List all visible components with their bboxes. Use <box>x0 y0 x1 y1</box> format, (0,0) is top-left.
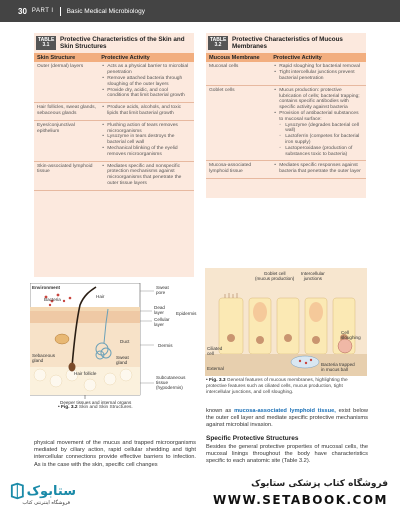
label-sweat-gland: Sweat gland <box>116 355 129 365</box>
table-row <box>34 162 194 191</box>
key-term: mucosa-associated lymphoid tissue, <box>234 408 336 414</box>
label-goblet-cell: Goblet cell (mucus production) <box>255 271 295 281</box>
row-structure: Goblet cells <box>209 87 235 93</box>
label-environment: Environment <box>32 285 61 290</box>
label-bacteria: Bacteria <box>44 297 61 302</box>
row-structure: Hair follicles, sweat glands, sebaceous glands <box>37 105 96 116</box>
logo-subtitle: فروشگاه اینترنتی کتاب <box>22 500 70 506</box>
label-hair: Hair <box>96 294 105 299</box>
book-logo-icon <box>10 482 25 500</box>
label-hair-follicle: Hair follicle <box>74 371 97 376</box>
activity-subitem: ◦ Lysozyme (degrades bacterial cell wall) <box>273 123 363 135</box>
section-paragraph: Besides the general protective properties of mucosal cells, the mucosal linings throughout the body have characteristics specific to each anatomic site (Table 3.2). <box>206 444 368 465</box>
activity-item: • Mechanical blinking of the eyelid removes microorganisms <box>101 146 191 158</box>
label-bacteria-trapped: Bacteria trapped in mucus ball <box>321 362 355 372</box>
caption-number: • Fig. 3.3 <box>206 378 226 383</box>
table-title: Protective Characteristics of the Skin and Skin Structures <box>60 36 185 51</box>
row-structure: Mucosa-associated lymphoid tissue <box>209 163 252 175</box>
table-title: Protective Characteristics of Mucous Membranes <box>232 36 343 51</box>
label-ciliated-cell: Ciliated cell <box>207 346 223 356</box>
body-text: exist below the outer cell layer and mediate specific protective mechanisms against microbial invasion. <box>206 408 369 429</box>
label-dead-layer: Dead layer <box>154 305 165 315</box>
label-cell-sloughing: Cell sloughing <box>341 330 361 340</box>
label-sweat-pore: Sweat pore <box>156 285 169 295</box>
label-duct: Duct <box>120 339 130 344</box>
part-label: PART I <box>31 8 54 14</box>
figure-3-2-caption <box>58 405 133 411</box>
label-sebaceous-gland: Sebaceous gland <box>32 353 55 363</box>
activity-item: • Acts as a physical barrier to microbial penetration <box>101 64 191 76</box>
caption-text: General features of mucous membranes, highlighting the protective features such as ciliated cells, mucus production, tight intercellular junctions, and cell sloughing. <box>206 378 348 395</box>
label-dermis: Dermis <box>158 343 173 348</box>
label-subcutaneous: Subcutaneous tissue (hypodermis) <box>156 375 186 390</box>
page-number: 30 <box>18 6 27 16</box>
label-external: External <box>207 366 224 371</box>
table-header-row <box>34 53 194 62</box>
activity-item: • Mediates specific responses against bacteria that penetrate the outer layer <box>273 163 363 175</box>
table-body <box>34 62 194 190</box>
activity-subitem: ◦ Lactoperoxidase (production of substances toxic to bacteria) <box>273 146 363 158</box>
table-header-row <box>206 53 366 62</box>
label-deeper-tissues: Deeper tissues and internal organs <box>60 400 132 405</box>
row-activities <box>101 105 194 117</box>
table-row <box>34 103 194 121</box>
row-structure: Skin-associated lymphoid tissue <box>37 163 93 175</box>
column-header: Skin Structure <box>37 54 76 61</box>
logo-text: ستابوک <box>26 483 76 499</box>
column-header: Mucous Membrane <box>209 54 260 61</box>
activity-item: • Lysozyme in tears destroys the bacterial cell wall <box>101 134 191 146</box>
table-title-bar <box>34 33 194 53</box>
row-activities <box>101 123 194 158</box>
body-text: known as <box>206 408 235 414</box>
row-structure: Mucosal cells <box>209 64 239 70</box>
column-header: Protective Activity <box>101 54 150 61</box>
row-activities <box>101 164 194 187</box>
figure-3-2 <box>30 283 216 403</box>
row-activities <box>273 64 366 81</box>
table-body <box>206 62 366 179</box>
mucosa-diagram <box>205 268 367 376</box>
activity-item: • Provision of antibacterial substances to mucosal surface: <box>273 111 363 123</box>
figure-3-3 <box>205 268 367 376</box>
activity-item: • Provide dry, acidic, and cool conditions that limit bacterial growth <box>101 88 191 100</box>
right-paragraph <box>206 408 368 430</box>
activity-item: • Remove attached bacteria through sloughing of the outer layers <box>101 76 191 88</box>
setabook-logo <box>10 482 76 510</box>
row-structure: Eyes/conjunctival epithelium <box>37 122 75 134</box>
activity-item: • Mucus production: protective lubrication of cells; bacterial trapping; contains specific antibodies with specific activity against bacteria <box>273 88 363 111</box>
activity-subitem: ◦ Lactoferrin (competes for bacterial iron supply) <box>273 134 363 146</box>
figure-3-3-caption <box>206 378 368 395</box>
activity-item: • Mediates specific and nonspecific protection mechanisms against microorganisms that penetrate the outer tissue layers <box>101 164 191 187</box>
caption-text: Skin and Skin Structures. <box>78 405 133 410</box>
epidermis-band <box>30 311 140 323</box>
table-row <box>206 62 366 85</box>
left-paragraph: physical movement of the mucus and trapped microorganisms mediated by ciliary action, rapid cellular shedding and tight intercellular connections provide effective barriers to infection. As is the case with the skin, specific cell changes <box>34 440 196 468</box>
table-row <box>206 161 366 179</box>
header-divider <box>60 7 61 16</box>
column-header: Protective Activity <box>273 54 322 61</box>
footer <box>0 476 400 512</box>
activity-item: • Produce acids, alcohols, and toxic lipids that limit bacterial growth <box>101 105 191 117</box>
footer-persian-title: فروشگاه کتاب پزشکی ستابوک <box>251 479 388 489</box>
running-title: Basic Medical Microbiology <box>66 7 145 15</box>
activity-item: • Tight intercellular junctions prevent bacterial penetration <box>273 70 363 82</box>
row-activities <box>101 64 194 99</box>
activity-item: • Flushing action of tears removes microorganisms <box>101 123 191 135</box>
table-badge: TABLE 3.2 <box>210 36 227 48</box>
table-3-1 <box>34 33 194 277</box>
table-row <box>206 86 366 162</box>
label-junctions: Intercellular junctions <box>301 271 325 281</box>
table-3-2 <box>206 33 366 198</box>
row-activities <box>273 163 366 175</box>
table-title-bar <box>206 33 366 53</box>
dead-layer-band <box>30 307 140 311</box>
page-header <box>0 0 400 22</box>
activity-item: • Rapid sloughing for bacterial removal <box>273 64 363 70</box>
row-activities <box>273 88 366 158</box>
table-row <box>34 121 194 162</box>
table-row <box>34 62 194 103</box>
row-structure: Outer (dermal) layers <box>37 64 84 70</box>
section-heading: Specific Protective Structures <box>206 435 299 442</box>
label-epidermis: Epidermis <box>176 311 197 316</box>
caption-number: • Fig. 3.2 <box>58 405 78 410</box>
label-cellular-layer: Cellular layer <box>154 317 170 327</box>
footer-url: WWW.SETABOOK.COM <box>212 493 388 507</box>
table-badge: TABLE 3.1 <box>38 36 55 48</box>
